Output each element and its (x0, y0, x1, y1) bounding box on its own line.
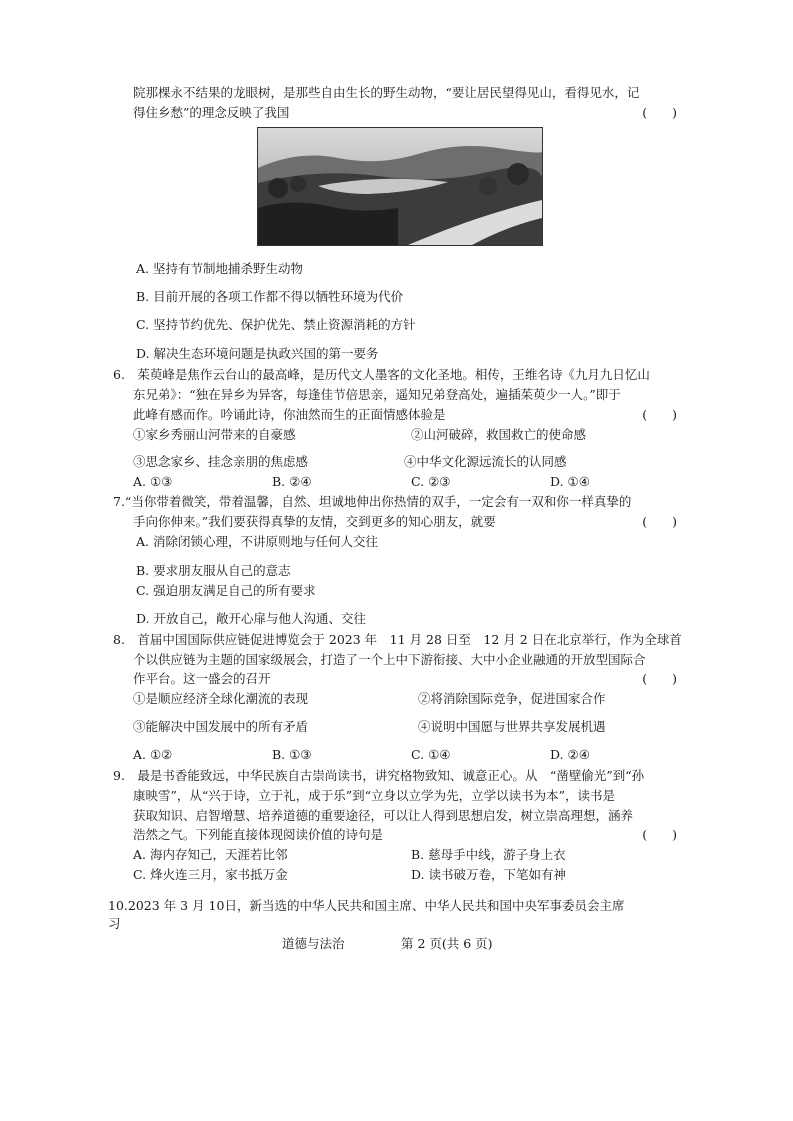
q9-option-b: B. 慈母手中线，游子身上衣 (411, 847, 566, 862)
q7-option-a: A. 消除闭锁心理，不讲原则地与任何人交往 (136, 534, 378, 549)
q8-line-3: 作平台。这一盛会的召开 (133, 671, 271, 686)
q9-line-1: 9. 最是书香能致远，中华民族自古崇尚读书，讲究格物致知、诚意正心。从 “凿壁偷光”到“孙 (113, 768, 645, 783)
q6-item-1: ①家乡秀丽山河带来的自豪感 (133, 427, 296, 442)
q5-line-2: 得住乡愁”的理念反映了我国 (133, 105, 290, 120)
q7-line-1: 7.“当你带着微笑，带着温馨，自然、坦诚地伸出你热情的双手，一定会有一双和你一样真挚的 (113, 494, 632, 509)
q5-line-1: 院那棵永不结果的龙眼树，是那些自由生长的野生动物，“要让居民望得见山，看得见水，记 (133, 85, 640, 100)
q5-option-b: B. 目前开展的各项工作都不得以牺牲环境为代价 (136, 289, 404, 304)
q10-line-1: 10.2023 年 3 月 10日，新当选的中华人民共和国主席、中华人民共和国中央军事委员会主席 (108, 898, 625, 913)
q8-option-b: B. ①③ (272, 747, 312, 762)
q9-option-a: A. 海内存知己，天涯若比邻 (133, 847, 288, 862)
q7-option-b: B. 要求朋友服从自己的意志 (136, 563, 291, 578)
q6-answer-paren: ( ) (642, 407, 677, 422)
q7-option-d: D. 开放自己，敞开心扉与他人沟通、交往 (136, 611, 367, 626)
q6-line-3: 此峰有感而作。吟诵此诗，你油然而生的正面情感体验是 (133, 407, 446, 422)
q9-option-d: D. 读书破万卷，下笔如有神 (411, 867, 567, 882)
q6-item-2: ②山河破碎，救国救亡的使命感 (411, 427, 587, 442)
q9-line-4: 浩然之气。下列能直接体现阅读价值的诗句是 (133, 827, 384, 842)
q8-line-2: 个以供应链为主题的国家级展会，打造了一个上中下游衔接、大中小企业融通的开放型国际合 (133, 652, 646, 667)
q8-answer-paren: ( ) (642, 671, 677, 686)
q6-line-2: 东兄弟》：“独在异乡为异客，每逢佳节倍思亲，遥知兄弟登高处，遍插茱萸少一人。”即于 (133, 387, 621, 402)
q5-answer-paren: ( ) (642, 105, 677, 120)
q6-line-1: 6. 茱萸峰是焦作云台山的最高峰，是历代文人墨客的文化圣地。相传，王维名诗《九月九日忆山 (113, 367, 650, 382)
q7-line-2: 手向你伸来。”我们要获得真挚的友情，交到更多的知心朋友，就要 (133, 514, 496, 529)
landscape-photo (257, 127, 543, 246)
q8-item-3: ③能解决中国发展中的所有矛盾 (133, 719, 309, 734)
q9-option-c: C. 烽火连三月，家书抵万金 (133, 867, 288, 882)
q5-option-c: C. 坚持节约优先、保护优先、禁止资源消耗的方针 (136, 317, 416, 332)
q7-option-c: C. 强迫朋友满足自己的所有要求 (136, 583, 316, 598)
q7-answer-paren: ( ) (642, 514, 677, 529)
q8-item-2: ②将消除国际竞争，促进国家合作 (418, 691, 606, 706)
q6-item-3: ③思念家乡、挂念亲朋的焦虑感 (133, 454, 309, 469)
q5-option-d: D. 解决生态环境问题是执政兴国的第一要务 (136, 346, 379, 361)
q9-line-2: 康映雪”，从“兴于诗，立于礼，成于乐”到“立身以立学为先，立学以读书为本”，读书是 (133, 788, 615, 803)
q6-option-d: D. ①④ (550, 474, 590, 489)
q6-option-a: A. ①③ (133, 474, 173, 489)
q9-line-3: 获取知识、启智增慧、培养道德的重要途径，可以让人得到思想启发，树立崇高理想，涵养 (133, 808, 634, 823)
q9-answer-paren: ( ) (642, 827, 677, 842)
footer-page-number: 第 2 页(共 6 页) (401, 936, 493, 951)
landscape-photo-drawing (258, 128, 542, 245)
q5-option-a: A. 坚持有节制地捕杀野生动物 (136, 261, 303, 276)
q8-item-4: ④说明中国愿与世界共享发展机遇 (418, 719, 606, 734)
q8-option-c: C. ①④ (411, 747, 451, 762)
q8-option-a: A. ①② (133, 747, 173, 762)
q8-option-d: D. ②④ (550, 747, 590, 762)
q6-option-c: C. ②③ (411, 474, 451, 489)
q6-item-4: ④中华文化源远流长的认同感 (404, 454, 567, 469)
q8-line-1: 8. 首届中国国际供应链促进博览会于 2023 年 11 月 28 日至 12 月 2 日在北京举行，作为全球首 (113, 632, 682, 647)
q10-line-2: 习 (108, 916, 121, 931)
q8-item-1: ①是顺应经济全球化潮流的表现 (133, 691, 309, 706)
q6-option-b: B. ②④ (272, 474, 312, 489)
footer-subject: 道德与法治 (282, 936, 345, 951)
